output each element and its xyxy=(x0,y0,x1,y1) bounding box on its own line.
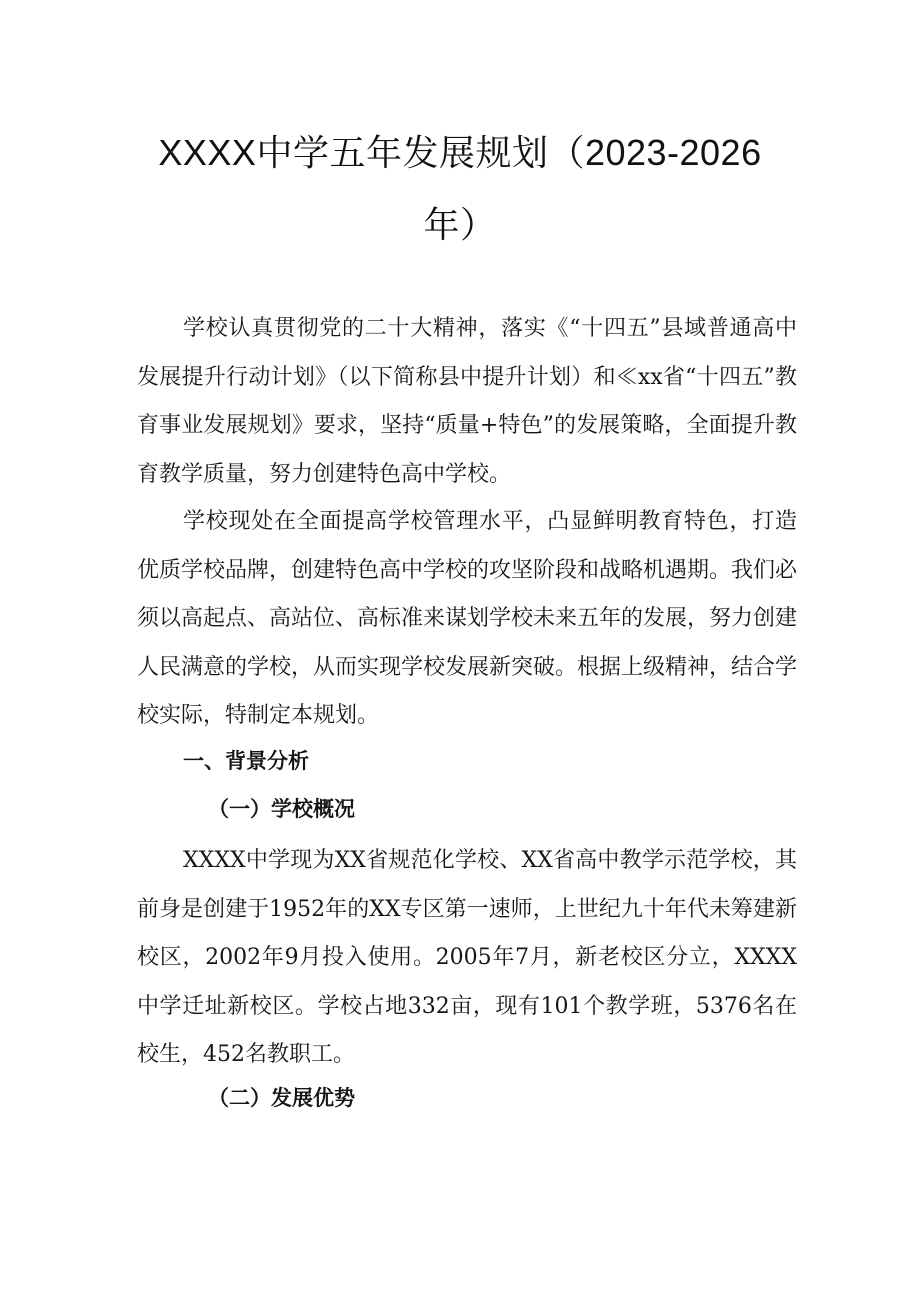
subsection-heading-advantages: （二）发展优势 xyxy=(208,1086,355,1110)
document-title-line1: XXXX中学五年发展规划（2023-2026 xyxy=(158,132,762,173)
strategy-paragraph: 学校现处在全面提高学校管理水平，凸显鲜明教育特色，打造优质学校品牌，创建特色高中学校的攻坚阶段和战略机遇期。我们必须以高起点、高站位、高标准来谋划学校未来五年的发展，努力创建人民满意的学校，从而实现学校发展新突破。根据上级精神，结合学校实际，特制定本规划。 xyxy=(137,509,798,728)
intro-paragraph: 学校认真贯彻党的二十大精神，落实《“十四五”县域普通高中发展提升行动计划》（以下简称县中提升计划）和≪xx省“十四五”教育事业发展规划》要求，坚持“质量+特色”的发展策略，全面提升教育教学质量，努力创建特色高中学校。 xyxy=(137,316,797,487)
school-overview-paragraph: XXXX中学现为XX省规范化学校、XX省高中教学示范学校，其前身是创建于1952年的XX专区第一速师，上世纪九十年代未筹建新校区，2002年9月投入使用。2005年7月，新老校区分立，XXXX中学迁址新校区。学校占地332亩，现有101个教学班，5376名在校生，452名教职工。 xyxy=(137,848,797,1067)
section-heading-background: 一、背景分析 xyxy=(183,749,309,773)
document-title-line2: 年） xyxy=(423,204,497,245)
subsection-heading-overview: （一）学校概况 xyxy=(208,797,355,821)
